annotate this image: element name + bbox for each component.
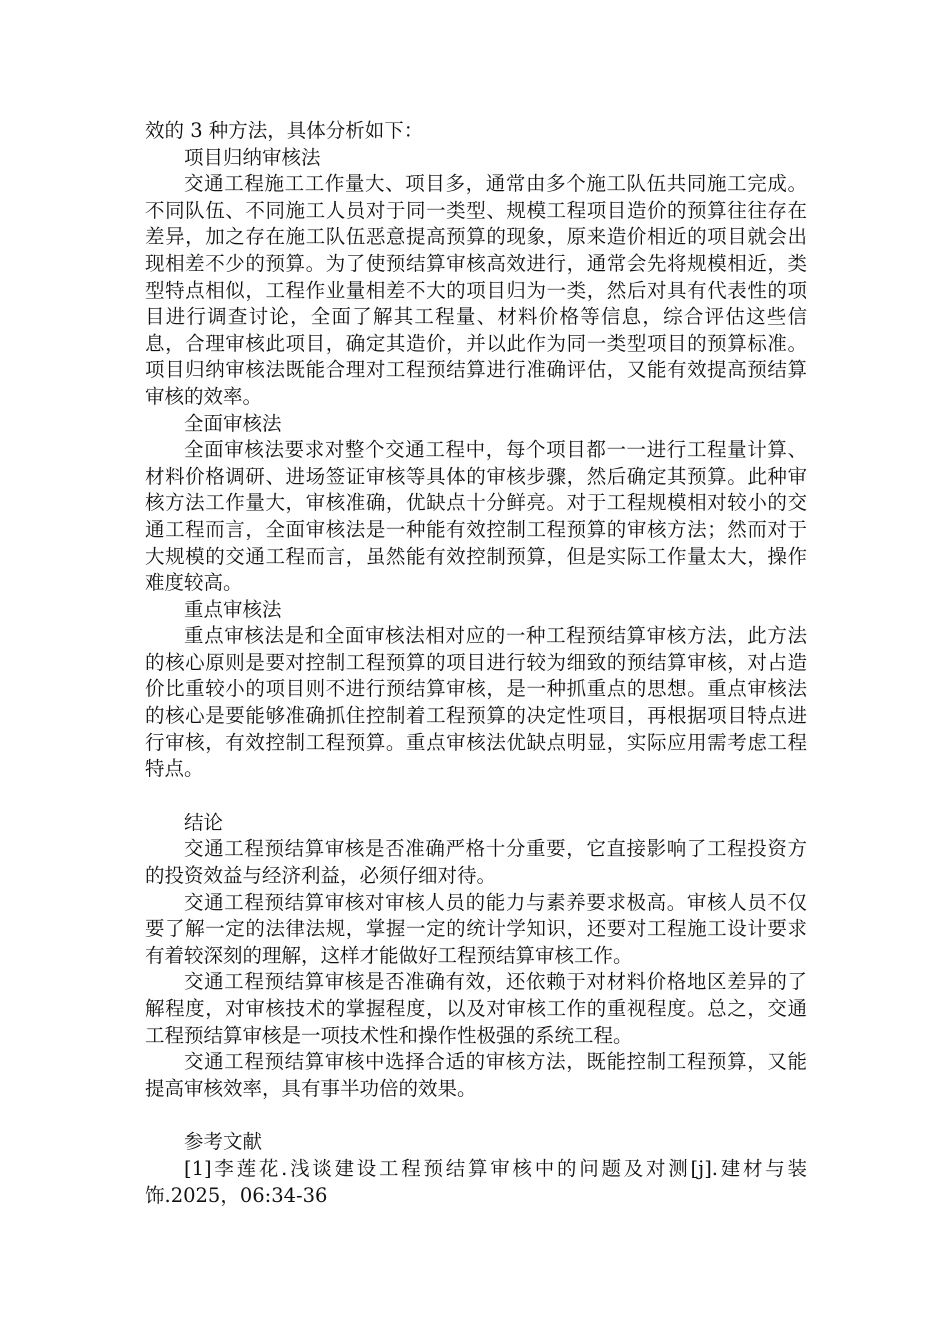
section-heading-project-induction: 项目归纳审核法 (184, 145, 321, 169)
paragraph-conclusion-3: 交通工程预结算审核是否准确有效，还依赖于对材料价格地区差异的了解程度，对审核技术的掌握程度，以及对审核工作的重视程度。总之，交通工程预结算审核是一项技术性和操作性极强的系统工程。 (145, 970, 807, 1047)
spacer (145, 783, 807, 810)
paragraph-project-induction: 交通工程施工工作量大、项目多，通常由多个施工队伍共同施工完成。不同队伍、不同施工人员对于同一类型、规模工程项目造价的预算往往存在差异，加之存在施工队伍恶意提高预算的现象，原来造价相近的项目就会出现相差不少的预算。为了使预结算审核高效进行，通常会先将规模相近，类型特点相似，工程作业量相差不大的项目归为一类，然后对具有代表性的项目进行调查讨论，全面了解其工程量、材料价格等信息，综合评估这些信息，合理审核此项目，确定其造价，并以此作为同一类型项目的预算标准。项目归纳审核法既能合理对工程预结算进行准确评估，又能有效提高预结算审核的效率。 (145, 172, 807, 408)
paragraph-key-audit: 重点审核法是和全面审核法相对应的一种工程预结算审核方法，此方法的核心原则是要对控制工程预算的项目进行较为细致的预结算审核，对占造价比重较小的项目则不进行预结算审核，是一种抓重点的思想。重点审核法的核心是要能够准确抓住控制着工程预算的决定性项目，再根据项目特点进行审核，有效控制工程预算。重点审核法优缺点明显，实际应用需考虑工程特点。 (145, 624, 807, 781)
paragraph-full-audit: 全面审核法要求对整个交通工程中，每个项目都一一进行工程量计算、材料价格调研、进场签证审核等具体的审核步骤，然后确定其预算。此种审核方法工作量大，审核准确，优缺点十分鲜亮。对于工程规模相对较小的交通工程而言，全面审核法是一种能有效控制工程预算的审核方法；然而对于大规模的交通工程而言，虽然能有效控制预算，但是实际工作量太大，操作难度较高。 (145, 438, 807, 595)
reference-item: [1]李莲花.浅谈建设工程预结算审核中的问题及对测[j].建材与装饰.2025，06:34-36 (145, 1156, 807, 1207)
spacer (145, 1102, 807, 1129)
section-heading-references: 参考文献 (184, 1130, 263, 1154)
section-heading-conclusion: 结论 (184, 810, 224, 834)
document-body (145, 118, 807, 1209)
intro-text: 效的 3 种方法，具体分析如下： (145, 119, 424, 142)
section-heading-full-audit: 全面审核法 (184, 411, 282, 435)
paragraph-conclusion-2: 交通工程预结算审核对审核人员的能力与素养要求极高。审核人员不仅要了解一定的法律法规，掌握一定的统计学知识，还要对工程施工设计要求有着较深刻的理解，这样才能做好工程预结算审核工作。 (145, 890, 807, 967)
section-heading-key-audit: 重点审核法 (184, 597, 282, 621)
paragraph-conclusion-4: 交通工程预结算审核中选择合适的审核方法，既能控制工程预算，又能提高审核效率，具有事半功倍的效果。 (145, 1050, 807, 1100)
paragraph-conclusion-1: 交通工程预结算审核是否准确严格十分重要，它直接影响了工程投资方的投资效益与经济利益，必须仔细对待。 (145, 837, 807, 888)
